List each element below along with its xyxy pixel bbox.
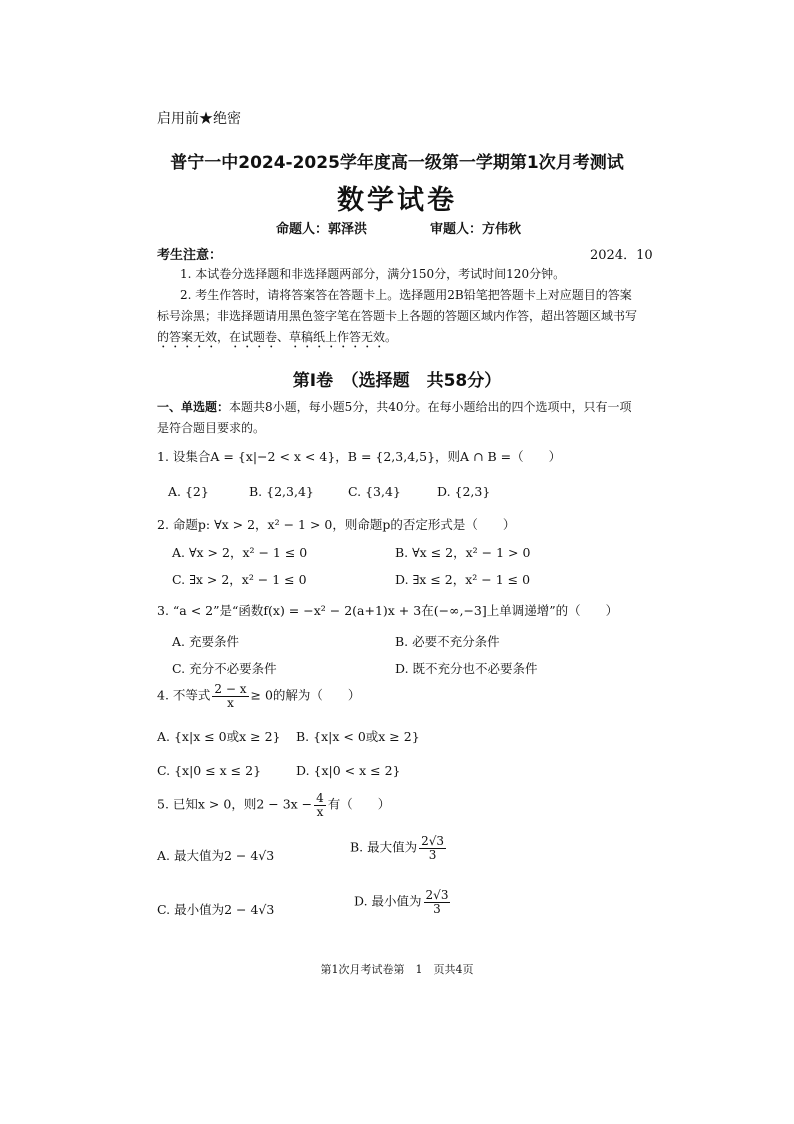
q2-option-c: C. ∃x > 2，x² − 1 ≤ 0 [172, 572, 307, 587]
reviewer-label: 审题人：方伟秋 [430, 222, 522, 237]
q4-stem [157, 683, 360, 709]
q2-option-b: B. ∀x ≤ 2，x² − 1 > 0 [395, 545, 531, 560]
exam-date: 2024．10 [590, 248, 653, 263]
subject-title: 数学试卷 [337, 185, 457, 216]
q1-option-d: D. {2,3} [437, 484, 491, 499]
section-intro [157, 398, 632, 415]
q3-option-c: C. 充分不必要条件 [172, 661, 277, 676]
q2-option-d: D. ∃x ≤ 2，x² − 1 ≤ 0 [395, 572, 531, 587]
q5-fraction [314, 792, 326, 818]
q1-option-b: B. {2,3,4} [249, 484, 314, 499]
q5-option-b-fraction [419, 835, 446, 861]
q1-stem: 1. 设集合A = {x|−2 < x < 4}，B = {2,3,4,5}，则A ∩ B =（ ） [157, 449, 562, 464]
q4-stem-prefix: 4. 不等式 [157, 687, 211, 703]
q4-stem-suffix: ≥ 0的解为（ ） [250, 687, 361, 703]
notice-item-2-line-1: 2. 考生作答时，请将答案答在答题卡上。选择题用2B铅笔把答题卡上对应题目的答案 [180, 288, 632, 302]
notice-item-1: 1. 本试卷分选择题和非选择题两部分，满分150分，考试时间120分钟。 [180, 267, 566, 281]
q5-option-d-prefix: D. 最小值为 [354, 893, 422, 909]
q3-option-d: D. 既不充分也不必要条件 [395, 661, 538, 676]
q2-stem: 2. 命题p: ∀x > 2，x² − 1 > 0，则命题p的否定形式是（ ） [157, 517, 516, 532]
exam-title: 普宁一中2024-2025学年度高一级第一学期第1次月考测试 [170, 153, 624, 173]
confidential-label: 启用前★绝密 [157, 111, 241, 127]
q5-option-d-fraction [424, 889, 451, 915]
q5-option-b [350, 835, 448, 861]
q4-fraction [212, 683, 248, 709]
q5-option-d [354, 889, 452, 915]
notice-item-2-line-2: 标号涂黑；非选择题请用黑色签字笔在答题卡上各题的答题区域内作答，超出答题区域书写 [157, 309, 638, 323]
q5-option-d-numerator: 2√3 [425, 888, 449, 902]
q3-option-b: B. 必要不充分条件 [395, 634, 500, 649]
q5-stem [157, 792, 390, 818]
q5-option-b-denominator: 3 [428, 847, 437, 862]
q3-stem: 3. “a < 2”是“函数f(x) = −x² − 2(a+1)x + 3在(−∞,−3]上单调递增”的（ ） [157, 603, 619, 618]
q5-stem-prefix: 5. 已知x > 0，则2 − 3x − [157, 796, 313, 812]
q3-option-a: A. 充要条件 [172, 634, 239, 649]
q4-option-b: B. {x|x < 0或x ≥ 2} [296, 729, 420, 744]
q4-fraction-denominator: x [227, 695, 234, 710]
q5-option-b-numerator: 2√3 [421, 834, 445, 848]
q4-fraction-numerator: 2 − x [214, 682, 247, 696]
section-desc-line-1: 本题共8小题，每小题5分，共40分。在每小题给出的四个选项中，只有一项 [229, 400, 632, 414]
q5-option-a: A. 最大值为2 − 4√3 [157, 848, 275, 863]
notice-item-2-line-3: 的答案无效，在试题卷、草稿纸上作答无效。 [157, 330, 398, 344]
notice-heading: 考生注意： [157, 248, 223, 263]
q5-fraction-denominator: x [316, 804, 324, 819]
q5-option-b-prefix: B. 最大值为 [350, 839, 418, 855]
q5-option-c: C. 最小值为2 − 4√3 [157, 902, 275, 917]
q5-option-d-denominator: 3 [433, 901, 441, 916]
q4-option-c: C. {x|0 ≤ x ≤ 2} [157, 763, 262, 778]
author-label: 命题人：郭泽洪 [276, 222, 368, 237]
page-footer: 第1次月考试卷第 1 页共4页 [320, 963, 474, 976]
section-desc-line-2: 是符合题目要求的。 [157, 421, 266, 435]
q4-option-d: D. {x|0 < x ≤ 2} [296, 763, 401, 778]
part-title: 第Ⅰ卷 （选择题 共58分） [292, 371, 502, 391]
q5-fraction-numerator: 4 [316, 791, 324, 805]
q5-stem-suffix: 有（ ） [327, 796, 391, 812]
q2-option-a: A. ∀x > 2，x² − 1 ≤ 0 [172, 545, 308, 560]
q1-option-a: A. {2} [168, 484, 209, 499]
q1-option-c: C. {3,4} [348, 484, 401, 499]
section-label: 一、单选题： [157, 400, 230, 414]
q4-option-a: A. {x|x ≤ 0或x ≥ 2} [157, 729, 281, 744]
